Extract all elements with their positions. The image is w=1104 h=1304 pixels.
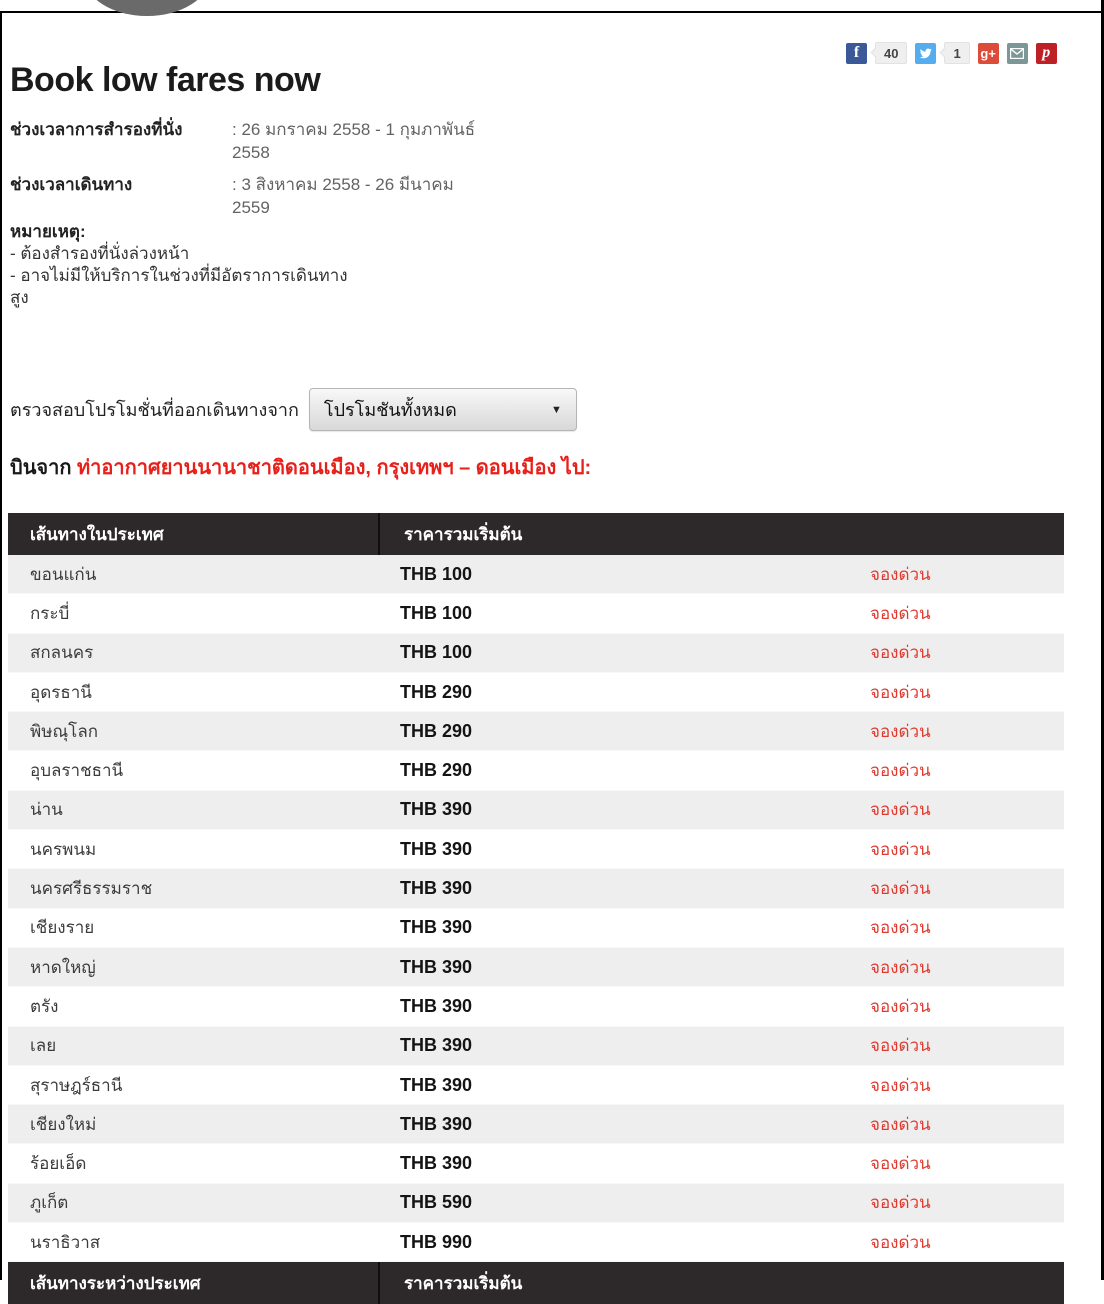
route-actions	[862, 1189, 1064, 1216]
route-actions	[862, 914, 1064, 941]
book-now-link[interactable]: จองด่วน	[870, 603, 931, 623]
logo-blob	[84, 0, 210, 16]
route-name: สกลนคร	[30, 643, 94, 663]
table-row	[8, 987, 1064, 1026]
route-actions	[862, 718, 1064, 745]
route-name: เลย	[30, 1036, 57, 1056]
book-now-link[interactable]: จองด่วน	[870, 761, 931, 781]
route-price: THB 390	[400, 799, 473, 820]
travel-period-label: ช่วงเวลาเดินทาง	[10, 175, 133, 194]
book-now-link[interactable]: จองด่วน	[870, 996, 931, 1016]
email-share-icon[interactable]	[1007, 43, 1028, 64]
travel-period-line1: : 3 สิงหาคม 2558 - 26 มีนาคม	[232, 175, 454, 194]
table-row	[8, 1144, 1064, 1183]
route-actions	[862, 1229, 1064, 1256]
route-price: THB 390	[400, 1113, 473, 1134]
route-actions	[862, 796, 1064, 823]
table-row	[8, 1105, 1064, 1144]
route-actions	[862, 1111, 1064, 1138]
book-now-link[interactable]: จองด่วน	[870, 1193, 931, 1213]
travel-period-line2: 2559	[232, 198, 270, 217]
table-row	[8, 1223, 1064, 1262]
book-now-link[interactable]: จองด่วน	[870, 1232, 931, 1252]
route-price: THB 100	[400, 602, 473, 623]
book-now-link[interactable]: จองด่วน	[870, 682, 931, 702]
book-now-link[interactable]: จองด่วน	[870, 800, 931, 820]
domestic-route-rows	[8, 555, 1064, 1262]
route-name: อุดรธานี	[30, 682, 92, 702]
chevron-down-icon: ▼	[551, 403, 562, 416]
domestic-fare-table	[8, 513, 1064, 1304]
table-row	[8, 751, 1064, 790]
route-name: เชียงใหม่	[30, 1114, 97, 1134]
table-row	[8, 1027, 1064, 1066]
booking-period-row	[10, 118, 482, 164]
route-name: นราธิวาส	[30, 1232, 101, 1252]
booking-period-line1: : 26 มกราคม 2558 - 1 กุมภาพันธ์	[232, 120, 476, 139]
table-row	[8, 791, 1064, 830]
envelope-icon	[1010, 48, 1024, 59]
table-row	[8, 830, 1064, 869]
route-actions	[862, 757, 1064, 784]
page-title: Book low fares now	[10, 60, 321, 99]
route-price: THB 100	[400, 563, 473, 584]
route-price: THB 290	[400, 760, 473, 781]
route-actions	[862, 1150, 1064, 1177]
route-heading-highlight: ท่าอากาศยานนานาชาติดอนเมือง, กรุงเทพฯ – ดอนเมือง ไป:	[77, 457, 592, 479]
twitter-share-count: 1	[944, 42, 969, 64]
booking-period-line2: 2558	[232, 143, 270, 162]
route-name: ขอนแก่น	[30, 564, 97, 584]
book-now-link[interactable]: จองด่วน	[870, 1075, 931, 1095]
table-row	[8, 869, 1064, 908]
route-heading	[10, 451, 591, 483]
table-row	[8, 909, 1064, 948]
international-table-header	[8, 1262, 1064, 1304]
booking-period-label: ช่วงเวลาการสำรองที่นั่ง	[10, 120, 183, 139]
googleplus-share-icon[interactable]: g+	[978, 43, 999, 64]
column-header-price: ราคารวมเริ่มต้น	[378, 513, 1064, 555]
route-price: THB 390	[400, 838, 473, 859]
domestic-table-header	[8, 513, 1064, 555]
book-now-link[interactable]: จองด่วน	[870, 721, 931, 741]
route-name: ภูเก็ต	[30, 1193, 69, 1213]
route-name: ร้อยเอ็ด	[30, 1154, 87, 1174]
route-name: หาดใหญ่	[30, 957, 96, 977]
column-header-price-intl: ราคารวมเริ่มต้น	[378, 1262, 1064, 1304]
route-actions	[862, 1072, 1064, 1099]
book-now-link[interactable]: จองด่วน	[870, 1154, 931, 1174]
facebook-share-count: 40	[875, 42, 907, 64]
table-row	[8, 555, 1064, 594]
promo-filter	[10, 388, 577, 431]
route-name: อุบลราชธานี	[30, 761, 124, 781]
travel-period-value	[232, 173, 482, 219]
route-actions	[862, 600, 1064, 627]
route-actions	[862, 836, 1064, 863]
note-line: - อาจไม่มีให้บริการในช่วงที่มีอัตราการเดินทาง	[10, 266, 348, 285]
book-now-link[interactable]: จองด่วน	[870, 1114, 931, 1134]
route-price: THB 390	[400, 878, 473, 899]
book-now-link[interactable]: จองด่วน	[870, 839, 931, 859]
book-now-link[interactable]: จองด่วน	[870, 918, 931, 938]
route-price: THB 290	[400, 720, 473, 741]
note-line: - ต้องสำรองที่นั่งล่วงหน้า	[10, 244, 190, 263]
route-actions	[862, 875, 1064, 902]
twitter-bird-icon	[918, 46, 933, 61]
table-row	[8, 634, 1064, 673]
route-heading-prefix: บินจาก	[10, 457, 72, 479]
route-price: THB 390	[400, 956, 473, 977]
route-actions	[862, 639, 1064, 666]
column-header-route: เส้นทางในประเทศ	[30, 524, 164, 544]
table-row	[8, 1184, 1064, 1223]
booking-info	[10, 118, 482, 228]
route-actions	[862, 561, 1064, 588]
route-price: THB 390	[400, 917, 473, 938]
table-row	[8, 712, 1064, 751]
book-now-link[interactable]: จองด่วน	[870, 1036, 931, 1056]
route-actions	[862, 954, 1064, 981]
twitter-share-icon[interactable]	[915, 43, 936, 64]
pinterest-share-icon[interactable]: p	[1036, 43, 1057, 64]
route-actions	[862, 1032, 1064, 1059]
route-actions	[862, 993, 1064, 1020]
table-row	[8, 1066, 1064, 1105]
route-actions	[862, 679, 1064, 706]
route-price: THB 290	[400, 681, 473, 702]
route-price: THB 390	[400, 995, 473, 1016]
route-name: พิษณุโลก	[30, 721, 99, 741]
book-now-link[interactable]: จองด่วน	[870, 879, 931, 899]
route-price: THB 990	[400, 1231, 473, 1252]
route-name: สุราษฎร์ธานี	[30, 1075, 123, 1095]
travel-period-row	[10, 173, 482, 219]
column-header-route-intl: เส้นทางระหว่างประเทศ	[30, 1273, 201, 1293]
route-name: เชียงราย	[30, 918, 95, 938]
share-bar	[846, 42, 1057, 64]
route-price: THB 100	[400, 642, 473, 663]
route-name: กระบี่	[30, 603, 70, 623]
route-price: THB 390	[400, 1074, 473, 1095]
promo-select-value: โปรโมชันทั้งหมด	[323, 400, 457, 420]
notes-heading: หมายเหตุ:	[10, 222, 86, 241]
table-row	[8, 948, 1064, 987]
notes	[10, 221, 350, 309]
book-now-link[interactable]: จองด่วน	[870, 957, 931, 977]
book-now-link[interactable]: จองด่วน	[870, 643, 931, 663]
book-now-link[interactable]: จองด่วน	[870, 564, 931, 584]
route-name: นครศรีธรรมราช	[30, 879, 153, 899]
table-row	[8, 673, 1064, 712]
facebook-share-icon[interactable]: f	[846, 43, 867, 64]
route-price: THB 590	[400, 1192, 473, 1213]
route-name: ตรัง	[30, 996, 59, 1016]
route-name: น่าน	[30, 800, 63, 820]
route-price: THB 390	[400, 1035, 473, 1056]
booking-period-value	[232, 118, 482, 164]
promo-select[interactable]	[309, 388, 577, 431]
table-row	[8, 594, 1064, 633]
promo-filter-label: ตรวจสอบโปรโมชั่นที่ออกเดินทางจาก	[10, 400, 299, 420]
route-name: นครพนม	[30, 839, 97, 859]
page-border-left	[0, 11, 2, 1280]
route-price: THB 390	[400, 1153, 473, 1174]
note-line: สูง	[10, 288, 29, 307]
